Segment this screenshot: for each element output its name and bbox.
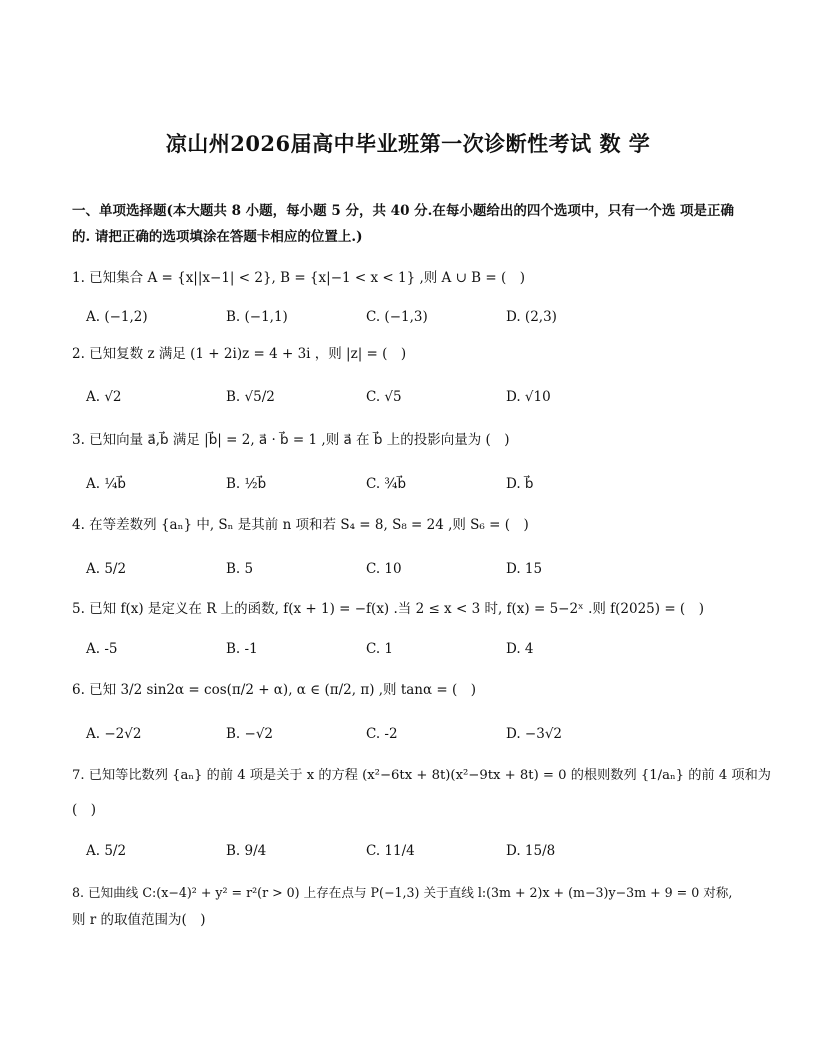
question-6-option-b: B. −√2: [226, 726, 274, 742]
question-3-option-d: D. b⃗: [506, 476, 534, 492]
question-5-option-c: C. 1: [366, 641, 394, 657]
question-2-option-b: B. √5/2: [226, 389, 275, 405]
question-3-option-c: C. ¾b⃗: [366, 476, 407, 492]
question-1-option-c: C. (−1,3): [366, 309, 428, 325]
question-4-option-d: D. 15: [506, 561, 543, 577]
question-5-option-a: A. -5: [86, 641, 118, 657]
question-7-option-a: A. 5/2: [86, 843, 127, 859]
question-5-option-b: B. -1: [226, 641, 258, 657]
question-6-stem: 6. 已知 3/2 sin2α = cos(π/2 + α), α ∈ (π/2, π) ,则 tanα = ( ): [72, 682, 477, 698]
question-3-stem: 3. 已知向量 a⃗,b⃗ 满足 |b⃗| = 2, a⃗ · b⃗ = 1 ,则 a⃗ 在 b⃗ 上的投影向量为 ( ): [72, 432, 510, 448]
question-1-stem: 1. 已知集合 A = {x||x−1| < 2}, B = {x|−1 < x < 1} ,则 A ∪ B = ( ): [72, 270, 526, 286]
question-3-option-a: A. ¼b⃗: [86, 476, 126, 492]
question-5-option-d: D. 4: [506, 641, 534, 657]
exam-title: 凉山州2026届高中毕业班第一次诊断性考试 数 学: [165, 131, 651, 156]
question-1-option-b: B. (−1,1): [226, 309, 288, 325]
question-6-option-a: A. −2√2: [86, 726, 142, 742]
question-2-stem: 2. 已知复数 z 满足 (1 + 2i)z = 4 + 3i ，则 |z| = ( ): [72, 346, 407, 362]
question-7-option-c: C. 11/4: [366, 843, 415, 859]
section-instructions-line2: 的. 请把正确的选项填涂在答题卡相应的位置上.): [72, 229, 363, 245]
question-5-stem: 5. 已知 f(x) 是定义在 R 上的函数, f(x + 1) = −f(x) .当 2 ≤ x < 3 时, f(x) = 5−2ˣ .则 f(2025) = ( ): [72, 601, 704, 617]
question-4-option-c: C. 10: [366, 561, 402, 577]
question-4-option-b: B. 5: [226, 561, 254, 577]
question-7-stem: 7. 已知等比数列 {aₙ} 的前 4 项是关于 x 的方程 (x²−6tx + 8t)(x²−9tx + 8t) = 0 的根则数列 {1/aₙ} 的前 4 项和为: [72, 768, 771, 783]
question-4-stem: 4. 在等差数列 {aₙ} 中, Sₙ 是其前 n 项和若 S₄ = 8, S₈ = 24 ,则 S₆ = ( ): [72, 517, 529, 533]
question-7-stem-cont: ( ): [72, 802, 97, 818]
question-2-option-c: C. √5: [366, 389, 402, 405]
question-7-option-b: B. 9/4: [226, 843, 267, 859]
question-1-option-d: D. (2,3): [506, 309, 557, 325]
question-6-option-d: D. −3√2: [506, 726, 563, 742]
question-8-stem-cont: 则 r 的取值范围为( ): [72, 912, 206, 928]
question-1-option-a: A. (−1,2): [86, 309, 148, 325]
question-7-option-d: D. 15/8: [506, 843, 556, 859]
question-6-option-c: C. -2: [366, 726, 398, 742]
question-2-option-a: A. √2: [86, 389, 122, 405]
question-8-stem: 8. 已知曲线 C:(x−4)² + y² = r²(r > 0) 上存在点与 P(−1,3) 关于直线 l:(3m + 2)x + (m−3)y−3m + 9 = 0 对称,: [72, 885, 733, 900]
question-2-option-d: D. √10: [506, 389, 551, 405]
question-3-option-b: B. ½b⃗: [226, 476, 267, 492]
section-instructions-line1: 一、单项选择题(本大题共 8 小题，每小题 5 分，共 40 分.在每小题给出的四个选项中，只有一个选 项是正确: [72, 203, 735, 219]
question-4-option-a: A. 5/2: [86, 561, 127, 577]
